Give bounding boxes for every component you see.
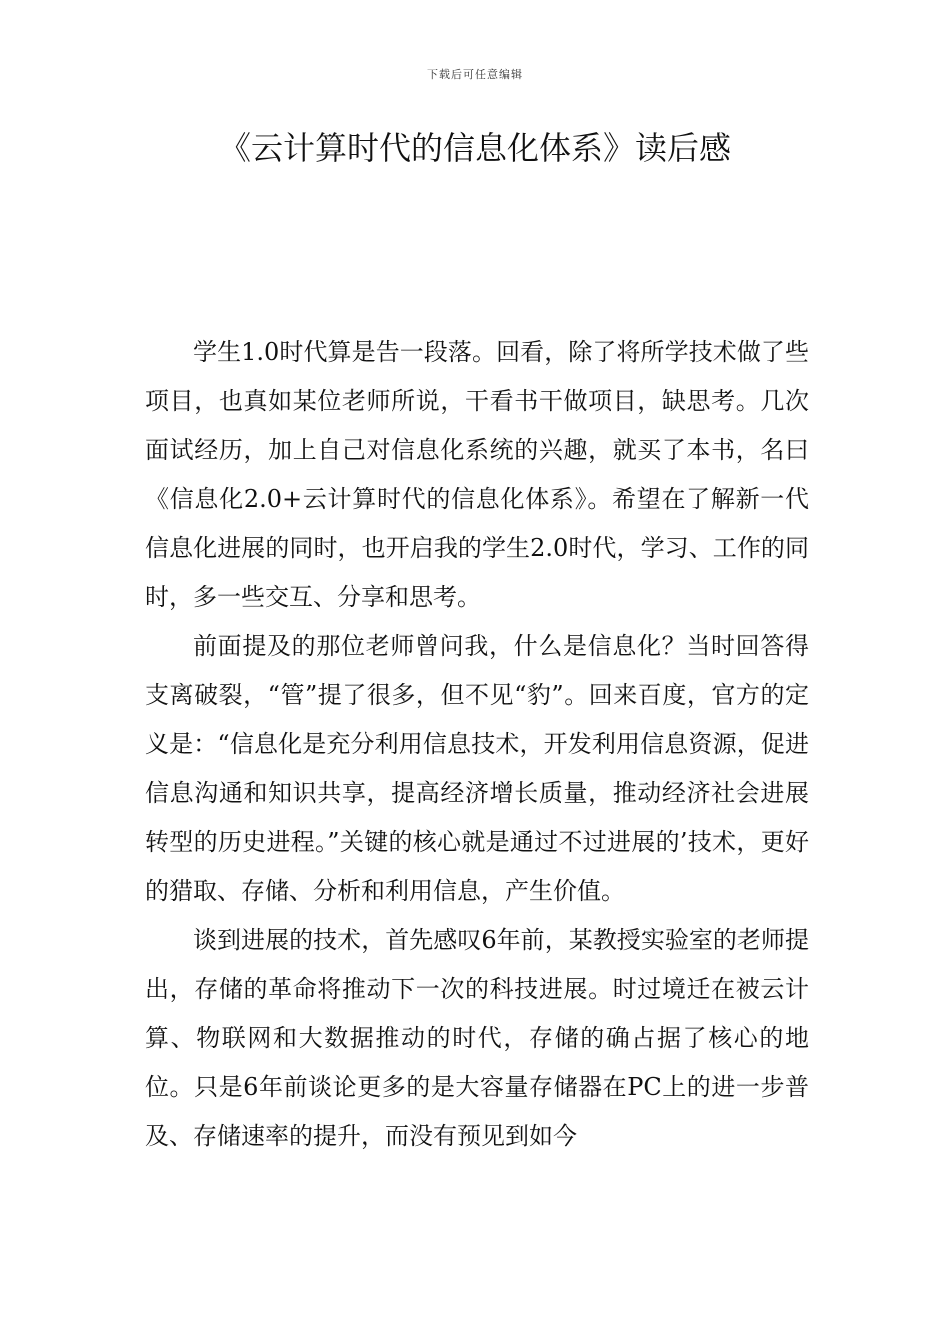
- page-header-note: 下载后可任意编辑: [427, 68, 523, 81]
- paragraph-2: 前面提及的那位老师曾问我，什么是信息化？当时回答得支离破裂，“管”提了很多，但不见“豹”。回来百度，官方的定义是：“信息化是充分利用信息技术，开发利用信息资源，促进信息沟通和知识共享，提高经济增长质量，推动经济社会进展转型的历史进程。”关键的核心就是通过不过进展的’技术，更好的猎取、存储、分析和利用信息，产生价值。: [145, 632, 809, 905]
- document-body: [145, 328, 809, 1161]
- document-title: 《云计算时代的信息化体系》读后感: [218, 129, 731, 167]
- paragraph-1: 学生1.0时代算是告一段落。回看，除了将所学技术做了些项目，也真如某位老师所说，干看书干做项目，缺思考。几次面试经历，加上自己对信息化系统的兴趣，就买了本书，名曰《信息化2.0+云计算时代的信息化体系》。希望在了解新一代信息化进展的同时，也开启我的学生2.0时代，学习、工作的同时，多一些交互、分享和思考。: [145, 338, 809, 611]
- paragraph-3: 谈到进展的技术，首先感叹6年前，某教授实验室的老师提出，存储的革命将推动下一次的科技进展。时过境迁在被云计算、物联网和大数据推动的时代，存储的确占据了核心的地位。只是6年前谈论更多的是大容量存储器在PC上的进一步普及、存储速率的提升，而没有预见到如今: [145, 926, 809, 1150]
